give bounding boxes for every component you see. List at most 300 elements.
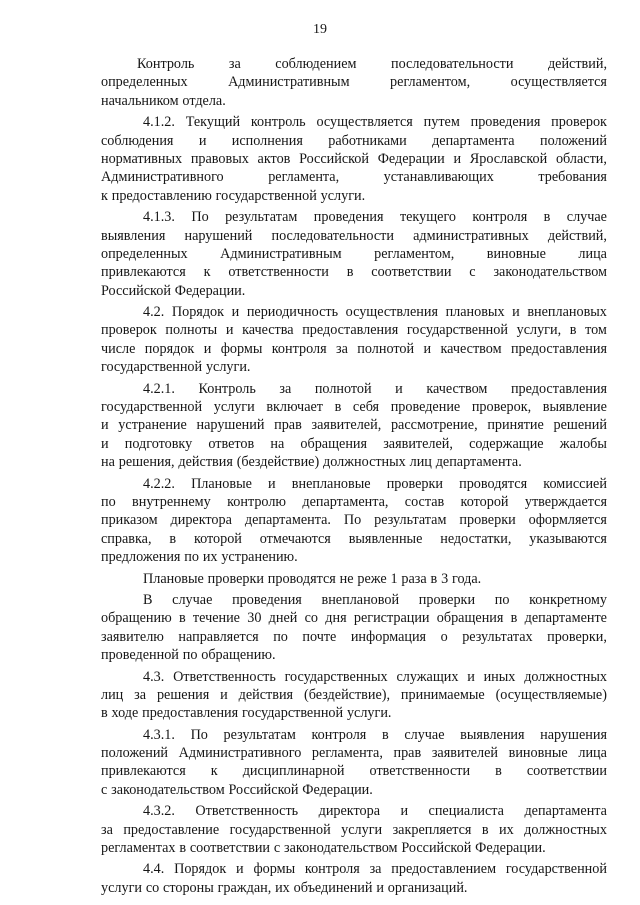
word: по (101, 493, 116, 510)
word: стороны (163, 879, 214, 896)
word: 3 (441, 570, 449, 587)
word: почте (302, 628, 337, 645)
word: Ярославской (469, 150, 548, 167)
text-line (101, 303, 607, 321)
word: и (400, 803, 409, 820)
word: к (210, 763, 218, 780)
word: за (336, 340, 348, 357)
word: законодательством (493, 264, 607, 281)
text-line (101, 762, 607, 780)
word: осуществляется (510, 74, 607, 91)
word: за (134, 686, 147, 703)
word: законодательством (284, 840, 398, 857)
word: исполнения (231, 132, 303, 149)
word: в (334, 399, 342, 416)
word: и (198, 132, 207, 149)
word: результатам (225, 209, 298, 226)
word: формы (220, 340, 263, 357)
word: направляется (178, 628, 259, 645)
word: департаменте (524, 610, 607, 627)
paragraph (101, 726, 607, 800)
word: о (440, 628, 448, 645)
paragraph (101, 208, 607, 300)
text-line (101, 530, 607, 548)
word: за (279, 380, 292, 397)
word: административных (413, 227, 529, 244)
text-line (101, 208, 607, 226)
word: Порядок (171, 304, 225, 321)
word: 4.3. (143, 668, 165, 685)
word: в (169, 530, 177, 547)
word: регламента, (311, 745, 383, 762)
word: течение (192, 610, 240, 627)
word: себя (352, 399, 380, 416)
word: полнотой (314, 380, 372, 397)
word: и (268, 475, 276, 492)
word: выявленные (348, 530, 423, 547)
word: государственной (505, 861, 607, 878)
word: их (499, 821, 514, 838)
word: 4.3.1. (143, 726, 175, 743)
word: и (376, 879, 384, 896)
word: Российской (401, 840, 472, 857)
word: в (495, 763, 502, 780)
word: организаций. (387, 879, 468, 896)
word: специалиста (428, 803, 504, 820)
word: 4.2.2. (143, 475, 175, 492)
word: и (423, 340, 432, 357)
word: государственной (101, 399, 203, 416)
word: услуги. (346, 705, 392, 722)
word: проведенной (101, 647, 179, 664)
word: действия (238, 686, 294, 703)
word: проведение (390, 399, 461, 416)
word: и (467, 668, 475, 685)
word: регламента, (268, 169, 340, 186)
word: работниками (328, 132, 407, 149)
word: действия (178, 454, 233, 471)
word: услуги (213, 399, 255, 416)
word: внутреннему (132, 493, 211, 510)
text-line (101, 282, 607, 300)
word: (бездействие), (303, 686, 391, 703)
word: государственной (101, 359, 203, 376)
word: 4.3.2. (143, 803, 175, 820)
word: с (273, 840, 281, 857)
word: должностных (524, 668, 607, 685)
word: конкретному (529, 591, 607, 608)
text-line (101, 340, 607, 358)
word: Плановые (143, 570, 204, 587)
word: Контроль (137, 56, 195, 72)
text-line (101, 493, 607, 511)
word: иных (483, 668, 516, 685)
word: которой (460, 493, 509, 510)
word: нормативных (101, 150, 183, 167)
word: с (101, 781, 108, 798)
word: закрепляется (392, 821, 472, 838)
text-line (101, 548, 607, 566)
word: обращения (300, 435, 368, 452)
word: привлекаются (101, 763, 186, 780)
word: 4.1.2. (143, 114, 175, 131)
word: текущего (399, 209, 457, 226)
text-line (101, 113, 607, 131)
word: дисциплинарной (242, 763, 345, 780)
word: государственной (229, 821, 331, 838)
text-line (101, 358, 607, 376)
word: внеплановой (321, 591, 400, 608)
word: Российской (228, 781, 299, 798)
word: Административного (178, 745, 302, 762)
word: Федерации (377, 150, 445, 167)
word: Административным (220, 245, 342, 262)
word: плановых (445, 304, 505, 321)
word: департамента, (302, 493, 389, 510)
word: случае (172, 591, 213, 608)
word: результатам (223, 726, 296, 743)
word: в (178, 610, 186, 627)
text-line (101, 416, 607, 434)
word: действий, (547, 227, 607, 244)
word: предоставления (510, 340, 607, 357)
word: государственной (406, 322, 508, 339)
word: с (469, 264, 476, 281)
word: государственной (215, 187, 317, 204)
word: и (220, 686, 228, 703)
word: путем (423, 114, 460, 131)
word: и (453, 150, 462, 167)
word: и (225, 322, 234, 339)
word: заявителю (101, 628, 164, 645)
word: ответственности (369, 763, 471, 780)
paragraph (101, 475, 607, 567)
word: предоставления (142, 705, 239, 722)
word: контроля (472, 209, 528, 226)
text-line (101, 168, 607, 186)
word: Контроль (198, 380, 256, 397)
word: реже (357, 570, 387, 587)
word: соблюдением (275, 56, 357, 72)
word: года. (451, 570, 482, 587)
word: регистрации (353, 610, 430, 627)
word: регламентом, (374, 245, 455, 262)
word: директора (170, 512, 232, 529)
text-line (101, 668, 607, 686)
word: 4.2.1. (143, 380, 175, 397)
word: и (231, 304, 240, 321)
word: предоставления (302, 322, 399, 339)
word: заявителей (431, 745, 498, 762)
text-line (101, 860, 607, 878)
word: и (203, 340, 212, 357)
word: подготовку (124, 435, 193, 452)
word: регламентах (101, 840, 176, 857)
word: последовательности (271, 227, 394, 244)
text-line (101, 55, 607, 73)
word: услуги (341, 821, 383, 838)
word: контролю (227, 493, 287, 510)
paragraph (101, 380, 607, 472)
word: проверки (418, 591, 476, 608)
word: отдела. (182, 92, 226, 109)
word: принятие (487, 417, 544, 434)
word: области, (555, 150, 607, 167)
word: лица (578, 245, 607, 262)
word: и (236, 861, 244, 878)
word: осуществляется (316, 114, 413, 131)
text-line (101, 879, 607, 897)
word: информация (350, 628, 427, 645)
text-line (101, 227, 607, 245)
paragraph (101, 591, 607, 665)
word: предоставление (123, 821, 220, 838)
word: отмечаются (259, 530, 331, 547)
word: нарушений (196, 417, 265, 434)
word: законодательством (111, 781, 225, 798)
word: соответствии (189, 840, 271, 857)
word: комиссией (543, 475, 607, 492)
text-line (101, 475, 607, 493)
word: требования (538, 169, 607, 186)
word: дней (268, 610, 298, 627)
word: В (143, 591, 153, 608)
word: (осуществляемые) (495, 686, 607, 703)
word: соблюдения (101, 132, 174, 149)
paragraph (101, 802, 607, 857)
text-line (101, 704, 607, 722)
word: проверок (101, 322, 157, 339)
word: актов (257, 150, 291, 167)
word: обращению (101, 610, 172, 627)
word: проверки (207, 570, 264, 587)
word: в (381, 726, 389, 743)
word: департамента (524, 803, 607, 820)
text-line (101, 511, 607, 529)
word: качеством (426, 380, 488, 397)
word: государственной (241, 705, 344, 722)
text-line (101, 686, 607, 704)
word: граждан, (217, 879, 272, 896)
word: в (430, 570, 438, 587)
word: действий, (547, 56, 607, 72)
text-line (101, 380, 607, 398)
word: утверждается (524, 493, 607, 510)
word: По (190, 726, 208, 743)
word: лиц (409, 454, 432, 471)
text-line (101, 435, 607, 453)
text-line (101, 73, 607, 91)
word: за (228, 56, 241, 72)
word: внеплановых (527, 304, 607, 321)
word: ходе (111, 705, 139, 722)
text-line (101, 263, 607, 281)
word: в (510, 610, 518, 627)
word: заявителей, (383, 435, 453, 452)
word: услуги. (320, 187, 366, 204)
word: на (101, 454, 115, 471)
word: Порядок (174, 861, 227, 878)
word: по (273, 628, 288, 645)
word: По (191, 209, 209, 226)
word: начальником (101, 92, 179, 109)
word: порядок (144, 340, 195, 357)
word: контроля (304, 861, 360, 878)
word: выявление (542, 399, 607, 416)
word: в (543, 209, 551, 226)
text-line (101, 646, 607, 664)
word: контроль (250, 114, 306, 131)
text-line (101, 453, 607, 471)
word: виновные (508, 745, 568, 762)
word: Российской (299, 150, 369, 167)
text-line (101, 570, 607, 588)
word: проверки (459, 512, 516, 529)
word: Федерации. (174, 282, 246, 299)
word: определенных (101, 245, 188, 262)
text-line (101, 744, 607, 762)
word: (бездействие) (236, 454, 320, 471)
text-line (101, 628, 607, 646)
word: решений (553, 417, 607, 434)
word: их (202, 549, 218, 566)
word: качеством (440, 340, 502, 357)
word: решения (156, 686, 210, 703)
word: со (304, 610, 319, 627)
word: контроля (271, 340, 327, 357)
text-line (101, 591, 607, 609)
word: жалобы (559, 435, 607, 452)
word: содержащие (469, 435, 544, 452)
text-line (101, 398, 607, 416)
word: лиц (101, 686, 124, 703)
word: недостатки, (440, 530, 512, 547)
word: к (203, 264, 211, 281)
word: проверки, (547, 628, 607, 645)
word: состав (404, 493, 445, 510)
word: принимаемые (400, 686, 485, 703)
word: услуги. (205, 359, 251, 376)
word: в (101, 705, 108, 722)
word: проверок (551, 114, 607, 131)
word: случае (566, 209, 607, 226)
word: положений (539, 132, 607, 149)
word: Административным (228, 74, 350, 91)
word: проводятся (267, 570, 336, 587)
page-number: 19 (313, 22, 327, 37)
word: и (395, 380, 403, 397)
word: предложения (101, 549, 181, 566)
word: внеплановые (291, 475, 371, 492)
document-body (101, 55, 607, 900)
word: Ответственность (173, 668, 276, 685)
word: рассмотрение, (390, 417, 478, 434)
word: результатах (462, 628, 533, 645)
text-line (101, 321, 607, 339)
word: проводятся (459, 475, 528, 492)
word: формы (253, 861, 296, 878)
word: проверок, (471, 399, 532, 416)
word: услуги, (516, 322, 562, 339)
word: не (339, 570, 354, 587)
word: услуги (101, 879, 142, 896)
word: выявления (460, 726, 525, 743)
word: случае (404, 726, 445, 743)
word: должностных (323, 454, 406, 471)
word: Ответственность (195, 803, 299, 820)
word: 4.4. (143, 861, 165, 878)
word: за (369, 861, 382, 878)
word: привлекаются (101, 264, 186, 281)
word: качества (242, 322, 294, 339)
word: правовых (190, 150, 249, 167)
word: положений (101, 745, 169, 762)
word: предоставлению (111, 187, 212, 204)
word: ответов (208, 435, 255, 452)
word: Российской (101, 282, 171, 299)
text-line (101, 245, 607, 263)
paragraph (101, 55, 607, 110)
word: полнотой (357, 340, 415, 357)
word: По (343, 512, 362, 529)
word: служащих (396, 668, 459, 685)
word: объединений (293, 879, 373, 896)
word: соответствии (371, 264, 452, 281)
word: 1 (390, 570, 398, 587)
word: Административного (101, 169, 224, 186)
text-line (101, 821, 607, 839)
word: приказом (101, 512, 158, 529)
text-line (101, 726, 607, 744)
word: ответственности (228, 264, 329, 281)
word: контроля (311, 726, 367, 743)
word: по (494, 591, 510, 608)
word: предоставления (510, 380, 607, 397)
word: проведения (232, 591, 302, 608)
word: которой (193, 530, 242, 547)
word: периодичность (246, 304, 339, 321)
paragraph (101, 668, 607, 723)
word: заявителей, (311, 417, 382, 434)
word: государственных (284, 668, 388, 685)
word: департамента. (244, 512, 331, 529)
word: прав (393, 745, 422, 762)
word: в (481, 821, 489, 838)
word: в (179, 840, 187, 857)
word: решения, (118, 454, 175, 471)
word: обращения (436, 610, 504, 627)
word: в (569, 322, 577, 339)
word: в (346, 264, 354, 281)
word: выявления (101, 227, 166, 244)
word: Федерации. (475, 840, 546, 857)
word: директора (318, 803, 381, 820)
text-line (101, 781, 607, 799)
word: обращению. (201, 647, 276, 664)
word: предоставлением (391, 861, 497, 878)
word: департамента (432, 132, 515, 149)
word: нарушений (184, 227, 253, 244)
word: проверки (386, 475, 443, 492)
word: том (585, 322, 607, 339)
word: определенных (101, 74, 188, 91)
word: и (101, 435, 109, 452)
word: проведения (313, 209, 384, 226)
word: департамента. (435, 454, 522, 471)
word: раза (401, 570, 427, 587)
word: 30 (247, 610, 262, 627)
word: проведения (470, 114, 541, 131)
